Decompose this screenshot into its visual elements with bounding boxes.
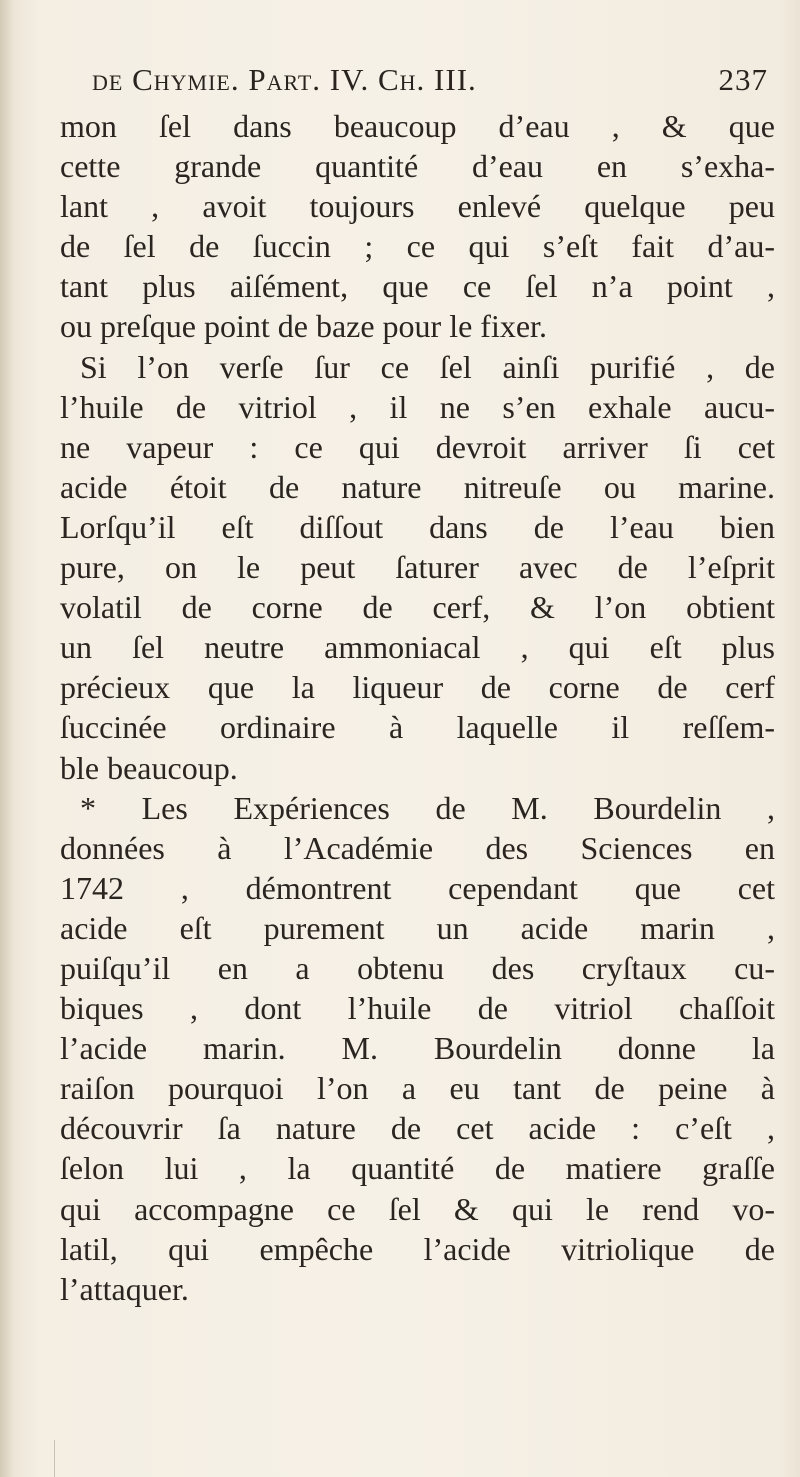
text-line: puiſqu’il en a obtenu des cryſtaux cu- [60,949,775,986]
margin-mark [54,1440,55,1477]
text-line: l’attaquer. [60,1270,189,1307]
text-line: découvrir ſa nature de cet acide : c’eſt , [60,1110,775,1147]
text-line: biques , dont l’huile de vitriol chaſſoit [60,990,775,1027]
text-line: ſuccinée ordinaire à laquelle il reſſem- [60,709,775,746]
gutter-shadow [0,0,14,1477]
text-line: qui accompagne ce ſel & qui le rend vo- [60,1190,775,1227]
text-line: tant plus aiſément, que ce ſel n’a point , [60,268,775,305]
text-line: raiſon pourquoi l’on a eu tant de peine à [60,1070,775,1107]
text-line: Lorſqu’il eſt diſſout dans de l’eau bien [60,508,775,545]
text-line: lant , avoit toujours enlevé quelque peu [60,188,775,225]
text-line: cette grande quantité d’eau en s’exha- [60,148,775,185]
text-line: un ſel neutre ammoniacal , qui eſt plus [60,629,775,666]
text-line: 1742 , démontrent cependant que cet [60,869,775,906]
text-line: ſelon lui , la quantité de matiere graſſe [60,1150,775,1187]
text-line: latil, qui empêche l’acide vitriolique de [60,1230,775,1267]
text-line: Si l’on verſe ſur ce ſel ainſi purifié , de [80,348,775,385]
running-head-title: de Chymie. Part. IV. Ch. III. [92,62,477,97]
text-line: pure, on le peut ſaturer avec de l’eſprit [60,549,775,586]
text-line: données à l’Académie des Sciences en [60,829,775,866]
running-head [92,62,768,102]
text-line: précieux que la liqueur de corne de cerf [60,669,775,706]
text-line: acide eſt purement un acide marin , [60,909,775,946]
text-line: ne vapeur : ce qui devroit arriver ſi cet [60,428,775,465]
text-line: l’huile de vitriol , il ne s’en exhale aucu- [60,388,775,425]
text-line: de ſel de ſuccin ; ce qui s’eſt fait d’au- [60,228,775,265]
page-number: 237 [718,62,768,97]
text-line: * Les Expériences de M. Bourdelin , [80,789,775,826]
text-line: ou preſque point de baze pour le fixer. [60,308,547,345]
text-line: acide étoit de nature nitreuſe ou marine. [60,468,775,505]
body-text [60,106,775,1309]
text-line: l’acide marin. M. Bourdelin donne la [60,1030,775,1067]
text-line: mon ſel dans beaucoup d’eau , & que [60,108,775,144]
text-line: ble beaucoup. [60,749,238,786]
text-line: volatil de corne de cerf, & l’on obtient [60,589,775,626]
